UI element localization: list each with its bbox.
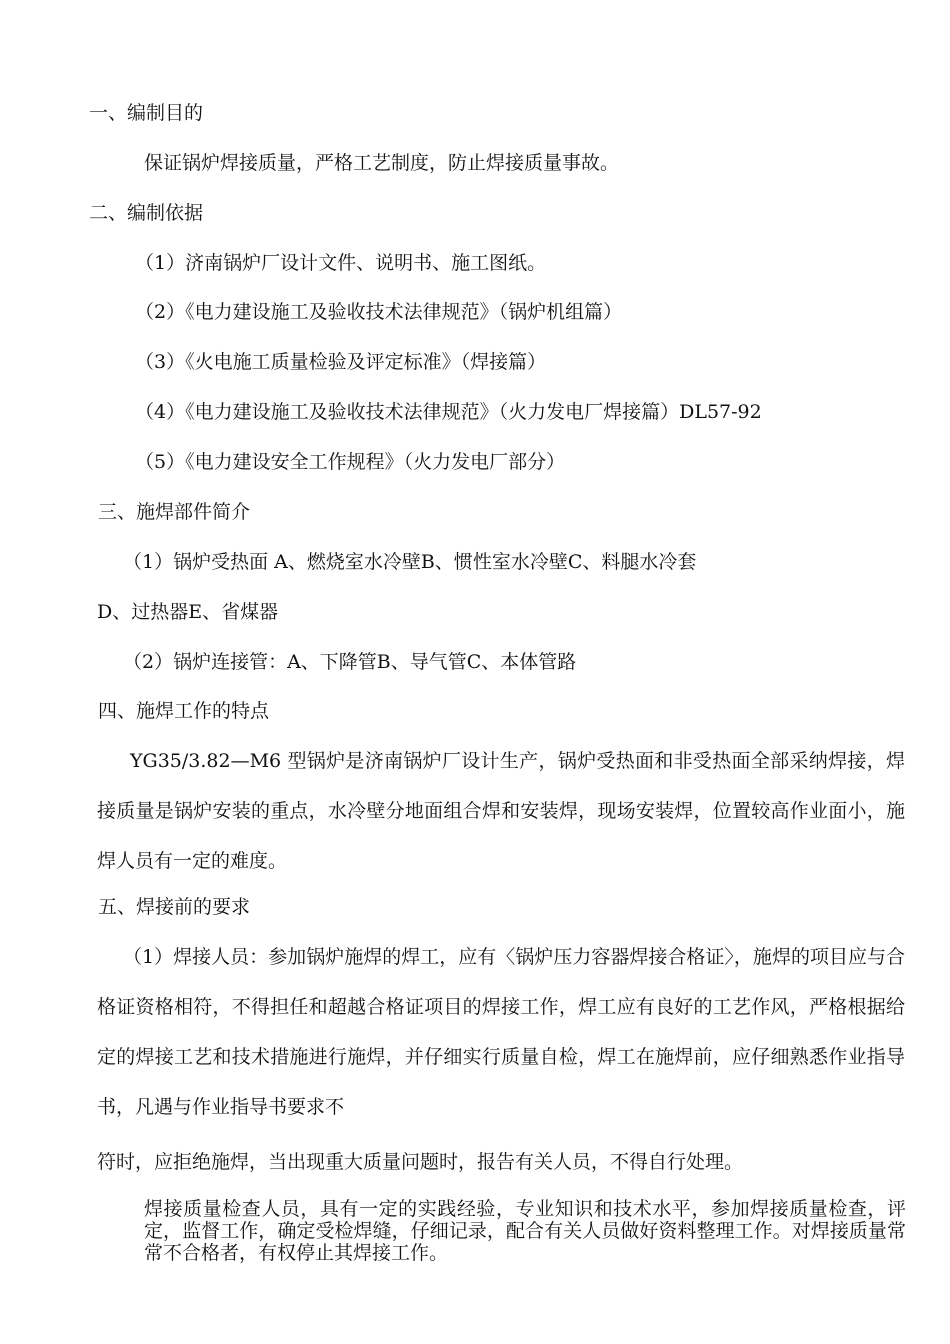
section-4-text-content: YG35/3.82—M6 型锅炉是济南锅炉厂设计生产，锅炉受热面和非受热面全部采纳焊接，焊接质量是锅炉安装的重点，水冷壁分地面组合焊和安装焊，现场安装焊，位置较高作业面小，施焊人员有一定的难度。	[97, 750, 905, 872]
section-3-heading: 三、施焊部件简介	[98, 501, 251, 523]
section-5-para-1-content: （1）焊接人员：参加锅炉施焊的焊工，应有〈锅炉压力容器焊接合格证〉，施焊的项目应与合格证资格相符，不得担任和超越合格证项目的焊接工作，焊工应有良好的工艺作风，严格根据给定的焊接工艺和技术措施进行施焊，并仔细实行质量自检，焊工在施焊前，应仔细熟悉作业指导书，凡遇与作业指导书要求不	[97, 946, 905, 1118]
section-5-para-1-continued: 符时，应拒绝施焊，当出现重大质量问题时，报告有关人员，不得自行处理。	[97, 1151, 744, 1173]
section-5-heading: 五、焊接前的要求	[98, 896, 251, 918]
section-4-text	[97, 736, 905, 886]
section-1-text: 保证锅炉焊接质量，严格工艺制度，防止焊接质量事故。	[144, 152, 620, 174]
section-2-heading: 二、编制依据	[89, 202, 204, 224]
section-2-item-3: （3）《火电施工质量检验及评定标准》（焊接篇）	[135, 351, 547, 373]
section-2-item-4: （4）《电力建设施工及验收技术法律规范》（火力发电厂焊接篇）DL57-92	[135, 401, 762, 423]
section-3-item-1-line-2: D、过热器E、省煤器	[97, 601, 279, 623]
section-2-item-2: （2）《电力建设施工及验收技术法律规范》（锅炉机组篇）	[135, 301, 623, 323]
section-2-item-1: （1）济南锅炉厂设计文件、说明书、施工图纸。	[135, 252, 547, 274]
section-3-item-1-line-1: （1）锅炉受热面 A、燃烧室水冷壁B、惯性室水冷壁C、料腿水冷套	[123, 551, 697, 573]
section-5-para-2: 焊接质量检查人员，具有一定的实践经验，专业知识和技术水平，参加焊接质量检查，评定，监督工作，确定受检焊缝，仔细记录，配合有关人员做好资料整理工作。对焊接质量常常不合格者，有权停止其焊接工作。	[144, 1198, 906, 1264]
section-4-heading: 四、施焊工作的特点	[98, 700, 270, 722]
section-2-item-5: （5）《电力建设安全工作规程》（火力发电厂部分）	[135, 451, 566, 473]
section-3-item-2: （2）锅炉连接管：A、下降管B、导气管C、本体管路	[123, 651, 577, 673]
section-1-heading: 一、编制目的	[89, 102, 204, 124]
section-5-para-1	[97, 932, 905, 1132]
